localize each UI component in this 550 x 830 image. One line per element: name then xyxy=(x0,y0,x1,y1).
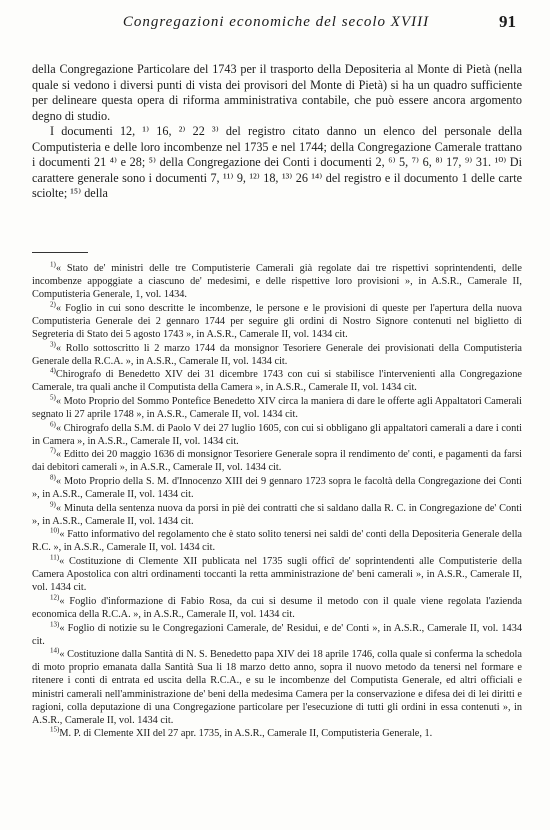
footnote xyxy=(32,502,522,528)
footnote-text: « Moto Proprio della S. M. d'Innocenzo XIII dei 9 gennaro 1723 sopra le facoltà della Congregazione dei Conti », in A.S.R., Camerale II, vol. 1434 cit. xyxy=(32,476,522,501)
footnote xyxy=(32,475,522,501)
footnote-number: 2) xyxy=(50,300,56,309)
footnote-number: 13) xyxy=(50,620,60,629)
footnote-text: « Foglio in cui sono descritte le incombenze, le persone e le provisioni di queste per l'apertura della nuova Computisteria Generale dei 2 gennaro 1744 per seguire gli ordini di Nostro Signore contenuti nel biglietto di Segreteria di Stato dei 5 agosto 1743 », in A.S.R., Camerale II, vol. 1434 cit. xyxy=(32,302,522,340)
footnote-number: 14) xyxy=(50,646,60,655)
footnote-text: « Moto Proprio del Sommo Pontefice Benedetto XIV circa la maniera di dare le offerte agli Appaltatori Camerali segnato li 27 aprile 1748 », in A.S.R., Camerale II, vol. 1434 cit. xyxy=(32,395,522,421)
footnote-text: « Chirografo della S.M. di Paolo V dei 27 luglio 1605, con cui si obbligano gli appaltatori camerali a dare i conti in Camera », in A.S.R., Camerale II, vol. 1434 cit. xyxy=(32,422,522,447)
footnote-number: 6) xyxy=(50,420,56,429)
footnote xyxy=(32,648,522,727)
footnote-number: 12) xyxy=(50,593,60,602)
footnote-number: 5) xyxy=(50,393,56,402)
footnote xyxy=(32,528,522,554)
page-number: 91 xyxy=(499,12,516,31)
footnote xyxy=(32,368,522,394)
footnote-text: « Foglio di notizie su le Congregazioni Camerale, de' Residui, e de' Conti », in A.S.R., Camerale II, vol. 1434 cit. xyxy=(32,622,522,647)
footnote-number: 11) xyxy=(50,553,60,562)
footnote-separator xyxy=(32,252,88,253)
footnote-text: « Editto dei 20 maggio 1636 di monsignor Tesoriere Generale sopra il rendimento de' conti, e pagamenti da farsi dai debitori camerali », in A.S.R., Camerale II, vol. 1434 cit. xyxy=(32,449,522,474)
body-paragraph: I documenti 12, ¹⁾ 16, ²⁾ 22 ³⁾ del registro citato danno un elenco del personale della Computisteria e delle loro incombenze nel 1735 e nel 1744; della Congregazione Camerale trattano i documenti 21 ⁴⁾ e 28; ⁵⁾ della Congregazione dei Conti i documenti 2, ⁶⁾ 5, ⁷⁾ 6, ⁸⁾ 17, ⁹⁾ 31. ¹⁰⁾ Di carattere generale sono i documenti 7, ¹¹⁾ 9, ¹²⁾ 18, ¹³⁾ 26 ¹⁴⁾ del registro e il documento 1 delle carte sciolte; ¹⁵⁾ della xyxy=(32,124,522,200)
footnote-text: « Stato de' ministri delle tre Computisterie Camerali già regolate dai tre rispettivi soprintendenti, delle incombenze appoggiate a ciascuno de' medesimi, e delle rispettive loro provisioni », in A.S.R., Camerale II, Computisteria Generale, 1, vol. 1434. xyxy=(32,263,522,301)
running-header xyxy=(32,12,520,34)
footnote-text: « Rollo sottoscritto li 2 marzo 1744 da monsignor Tesoriere Generale dei provisionati della Computisteria Generale della R.C.A. », in A.S.R., Camerale II, vol. 1434 cit. xyxy=(32,342,522,367)
footnote-text: « Fatto informativo del regolamento che è stato solito tenersi nei saldi de' conti della Depositeria Generale della R.C. », in A.S.R., Camerale II, vol. 1434 cit. xyxy=(32,529,522,554)
footnote-number: 8) xyxy=(50,473,56,482)
footnote xyxy=(32,422,522,448)
footnote-text: « Costituzione di Clemente XII publicata nel 1735 sugli officî de' soprintendenti alle Computisterie della Camera Apostolica con altri ordinamenti toccanti la retta amministrazione de' beni camerali », in A.S.R., Camerale II, vol. 1434 cit. xyxy=(32,556,522,594)
footnote-text: « Minuta della sentenza nuova da porsi in piè dei contratti che si saldano dalla R. C. in Congregazione de' Conti », in A.S.R., Camerale II, vol. 1434 cit. xyxy=(32,502,522,527)
footnote xyxy=(32,622,522,648)
footnote-text: Chirografo di Benedetto XIV dei 31 dicembre 1743 con cui si stabilisce l'intervenienti alla Congregazione Camerale, tra quali anche il Computista della Camera », in A.S.R., Camerale II, vol. 1434 cit. xyxy=(32,369,522,394)
main-text xyxy=(32,62,522,202)
running-title: Congregazioni economiche del secolo XVIII xyxy=(122,14,430,30)
footnote xyxy=(32,395,522,421)
footnote-number: 1) xyxy=(50,260,56,269)
footnote-text: M. P. di Clemente XII del 27 apr. 1735, in A.S.R., Camerale II, Computisteria Generale, 1. xyxy=(59,728,433,740)
footnote-number: 10) xyxy=(50,526,60,535)
footnote-text: « Foglio d'informazione di Fabio Rosa, da cui si desume il metodo con il quale viene regolata l'azienda economica della R.C.A. », in A.S.R., Camerale II, vol. 1434 cit. xyxy=(32,595,522,620)
footnote xyxy=(32,302,522,341)
body-paragraph: della Congregazione Particolare del 1743 per il trasporto della Depositeria al Monte di Pietà (nella quale si vedono i diversi punti di vista dei provisori del Monte di Pietà) si ha un quadro sufficiente per delineare questa opera di riforma amministrativa contabile, che può essere ancora argomento degno di studio. xyxy=(32,62,522,123)
footnote xyxy=(32,595,522,621)
footnote-number: 7) xyxy=(50,446,56,455)
footnote-text: « Costituzione dalla Santità di N. S. Benedetto papa XIV dei 18 aprile 1746, colla quale si conferma la schedola di moto proprio emanata dalla Santità Sua li 18 marzo detto anno, sopra il nuovo metodo da tenersi nel formare e ritenere i conti di entrata ed uscita della R.C.A., e su le incombenze del Computista Generale, ed altri officiali e ministri camerali nell'amministrazione de' beni della medesima Camera per la conservazione e difesa dei di lei diritti e ragioni, colla deputazione di una Congregazione particolare per l'esecuzione di tutti gli ordini in essa contenuti », in A.S.R., Camerale II, vol. 1434 cit. xyxy=(32,649,522,726)
footnote-number: 9) xyxy=(50,500,56,509)
footnote-number: 4) xyxy=(50,366,56,375)
footnote xyxy=(32,342,522,368)
footnote xyxy=(32,262,522,301)
footnote xyxy=(32,727,522,740)
footnote xyxy=(32,448,522,474)
footnote-number: 3) xyxy=(50,340,56,349)
footnotes xyxy=(32,262,522,741)
footnote xyxy=(32,555,522,594)
footnote-number: 15) xyxy=(50,725,60,734)
